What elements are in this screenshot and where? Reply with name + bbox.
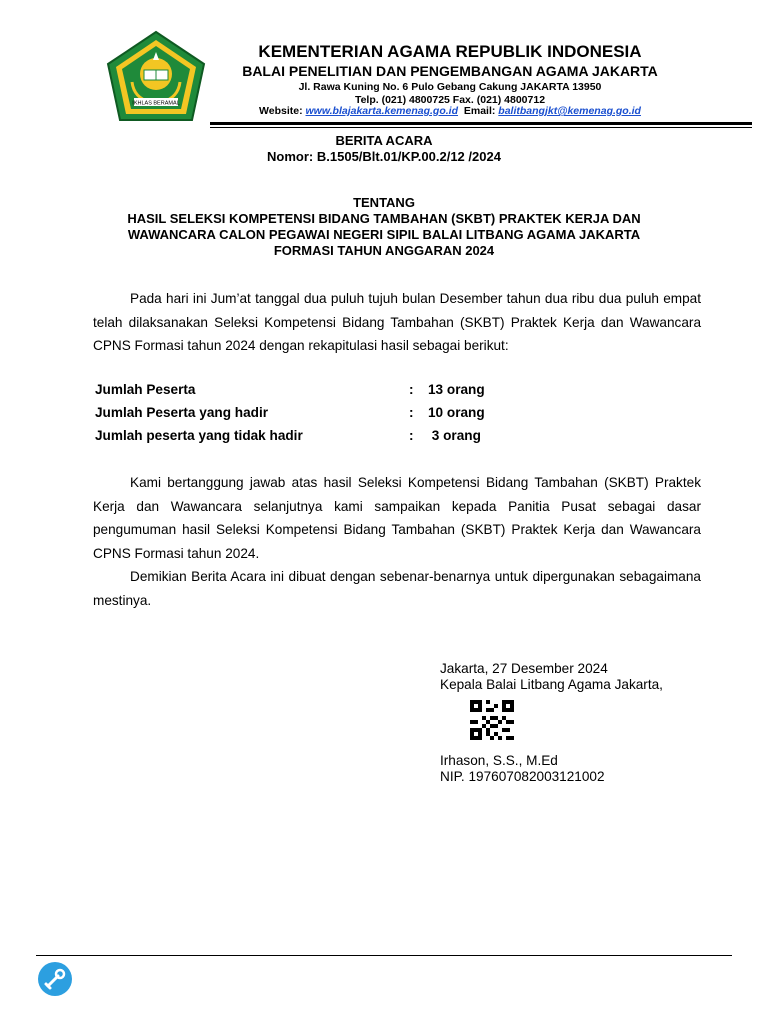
stat-colon: :: [409, 382, 414, 397]
responsibility-paragraph: Kami bertanggung jawab atas hasil Seleksi Kompetensi Bidang Tambahan (SKBT) Praktek Kerja dan Wawancara selanjutnya kami sampaikan kepada Panitia Pusat sebagai dasar pengumuman hasil Seleksi Kompetensi Bidang Tambahan (SKBT) Praktek Kerja dan Wawancara CPNS Formasi tahun 2024.: [93, 475, 701, 561]
stat-row: [95, 382, 595, 404]
stat-row: [95, 405, 595, 427]
header-rule-thin: [210, 127, 752, 128]
closing-paragraph: Demikian Berita Acara ini dibuat dengan sebenar-benarnya untuk dipergunakan sebagaimana mestinya.: [93, 569, 701, 608]
website-link[interactable]: www.blajakarta.kemenag.go.id: [305, 105, 459, 117]
phone-fax: Telp. (021) 4800725 Fax. (021) 4800712: [354, 94, 546, 106]
signature-position: Kepala Balai Litbang Agama Jakarta,: [440, 677, 663, 692]
document-title: BERITA ACARA: [335, 133, 433, 148]
header-rule-thick: [210, 122, 752, 125]
about-heading: TENTANG: [353, 195, 415, 210]
contact-line: [150, 105, 750, 117]
stat-row: [95, 428, 595, 450]
stat-value: 13 orang: [428, 382, 485, 397]
opening-paragraph: Pada hari ini Jum’at tanggal dua puluh tujuh bulan Desember tahun dua ribu dua puluh empat telah dilaksanakan Seleksi Kompetensi Bidang Tambahan (SKBT) Praktek Kerja dan Wawancara CPNS Formasi tahun 2024 dengan rekapitulasi hasil sebagai berikut:: [93, 291, 701, 353]
svg-text:IKHLAS BERAMAL: IKHLAS BERAMAL: [132, 100, 180, 107]
subject-line: FORMASI TAHUN ANGGARAN 2024: [273, 243, 495, 258]
footer-divider: [36, 955, 732, 956]
institution-name: BALAI PENELITIAN DAN PENGEMBANGAN AGAMA JAKARTA: [242, 63, 658, 79]
signature-place-date: Jakarta, 27 Desember 2024: [440, 661, 608, 676]
download-icon[interactable]: [38, 962, 72, 996]
stat-label: Jumlah peserta yang tidak hadir: [95, 428, 303, 443]
stat-label: Jumlah Peserta: [95, 382, 196, 397]
website-label: Website:: [259, 105, 303, 117]
address: Jl. Rawa Kuning No. 6 Pulo Gebang Cakung JAKARTA 13950: [298, 81, 602, 93]
stat-value: 10 orang: [428, 405, 485, 420]
stat-value: 3 orang: [428, 428, 481, 443]
email-label: Email:: [463, 105, 496, 117]
email-link[interactable]: balitbangjkt@kemenag.go.id: [498, 105, 641, 117]
signatory-name: Irhason, S.S., M.Ed: [440, 753, 558, 768]
qr-code-icon: [470, 700, 514, 740]
stat-label: Jumlah Peserta yang hadir: [95, 405, 269, 420]
subject-line: HASIL SELEKSI KOMPETENSI BIDANG TAMBAHAN (SKBT) PRAKTEK KERJA DAN: [127, 211, 641, 226]
stat-colon: :: [409, 405, 414, 420]
ministry-name: KEMENTERIAN AGAMA REPUBLIK INDONESIA: [258, 42, 642, 61]
stat-colon: :: [409, 428, 414, 443]
subject-line: WAWANCARA CALON PEGAWAI NEGERI SIPIL BALAI LITBANG AGAMA JAKARTA: [127, 227, 641, 242]
document-number: Nomor: B.1505/Blt.01/KP.00.2/12 /2024: [267, 149, 501, 164]
signatory-nip: NIP. 197607082003121002: [440, 769, 605, 784]
